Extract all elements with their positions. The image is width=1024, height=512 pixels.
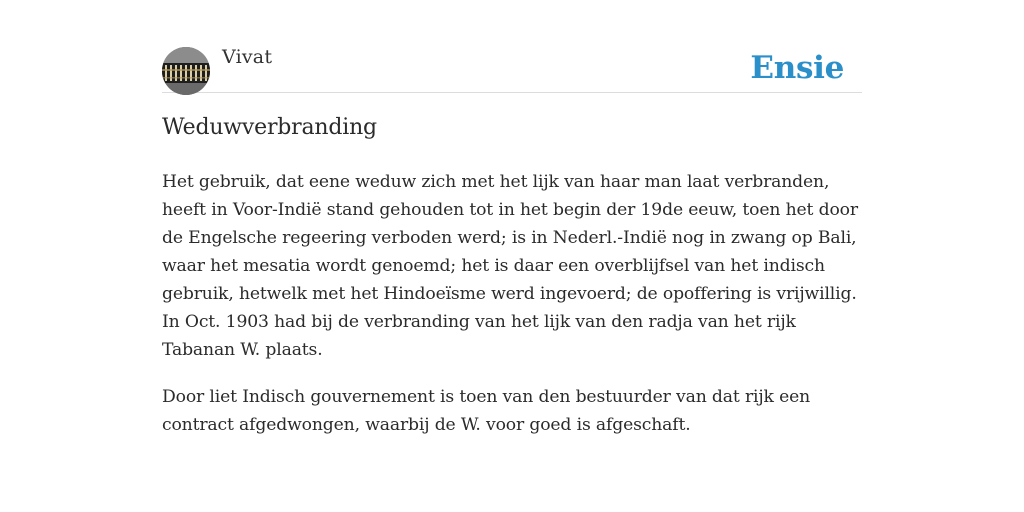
- paragraph: Door liet Indisch gouvernement is toen van den bestuurder van dat rijk een contract afgedwongen, waarbij de W. voor goed is afgeschaft.: [162, 387, 811, 435]
- header: [162, 46, 862, 93]
- avatar[interactable]: [162, 47, 210, 95]
- article-body: [162, 168, 862, 458]
- brand-logo[interactable]: Ensie: [750, 50, 844, 86]
- source-name[interactable]: Vivat: [222, 46, 273, 68]
- book-spines-icon: [162, 47, 210, 95]
- paragraph: Het gebruik, dat eene weduw zich met het lijk van haar man laat verbranden, heeft in Voor-Indië stand gehouden tot in het begin der 19de eeuw, toen het door de Engelsche regeering verboden werd; is in Nederl.-Indië nog in zwang op Bali, waar het mesatia wordt genoemd; het is daar een overblijfsel van het indisch gebruik, hetwelk met het Hindoeïsme werd ingevoerd; de opoffering is vrijwillig. In Oct. 1903 had bij de verbranding van het lijk van den radja van het rijk Tabanan W. plaats.: [162, 172, 858, 360]
- page-title: Weduwverbranding: [162, 115, 377, 140]
